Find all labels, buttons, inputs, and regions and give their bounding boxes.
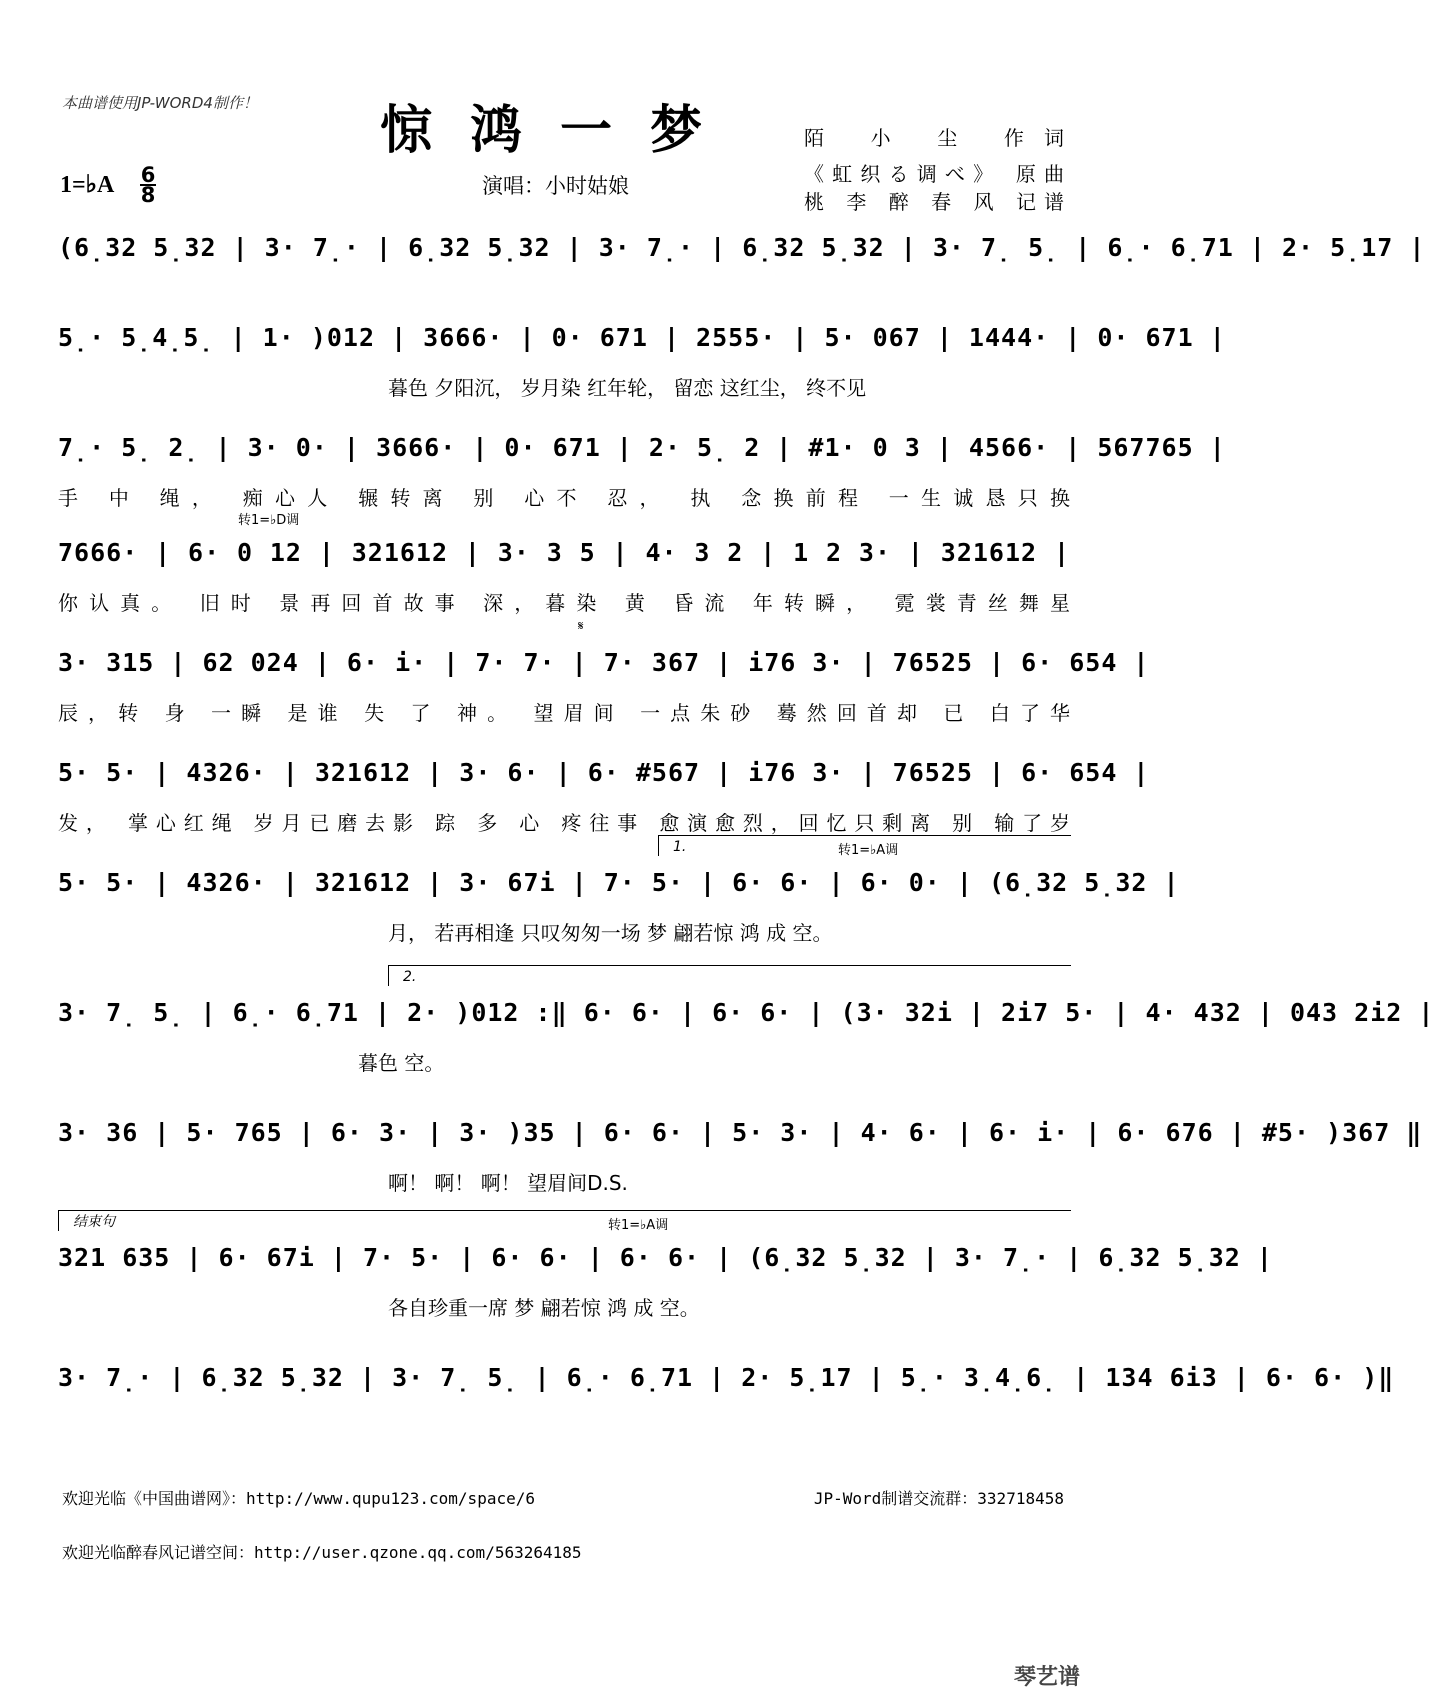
lyric-line: 暮色 空。 xyxy=(358,1051,445,1075)
notation-line: 7666· | 6· 0 12 | 321612 | 3· 3 5 | 4· 3 2 | 1 2 3· | 321612 | xyxy=(58,538,1070,567)
volta-label: 结束句 xyxy=(73,1214,115,1230)
modulation-note: 转1=♭A调 xyxy=(838,843,899,858)
lyric-line: 啊！ 啊！ 啊！ 望眉间D.S. xyxy=(388,1171,628,1195)
time-top: 6 xyxy=(140,163,156,187)
footer-site-link[interactable]: 欢迎光临《中国曲谱网》：http://www.qupu123.com/space/6 xyxy=(62,1489,535,1508)
volta-bracket xyxy=(388,965,1071,986)
volta-label: 2. xyxy=(403,969,417,985)
lyric-line: 手 中 绳， 痴心人 辗转离 别 心不 忍， 执 念换前程 一生诚恳只换 xyxy=(58,486,1070,510)
volta-label: 1. xyxy=(673,839,687,855)
lyric-line: 你认真。 旧时 景再回首故事 深，暮染 黄 昏流 年转瞬， 霓裳青丝舞星 xyxy=(58,591,1070,615)
lyric-line: 发， 掌心红绳 岁月已磨去影 踪 多 心 疼往事 愈演愈烈，回忆只剩离 别 输了岁 xyxy=(58,811,1070,835)
original-composer: 《虹织る调べ》 原曲 xyxy=(804,162,1064,186)
modulation-note: 转1=♭D调 xyxy=(238,513,300,528)
notation-line: 5̣· 5̣4̣5̣ | 1· )012 | 3666· | 0· 671 | 2555· | 5· 067 | 1444· | 0· 671 | xyxy=(58,323,1226,352)
notation-line: 5· 5· | 4326· | 321612 | 3· 6· | 6· #567 | i76 3· | 76525 | 6· 654 | xyxy=(58,758,1150,787)
footer-group: JP-Word制谱交流群：332718458 xyxy=(813,1489,1064,1508)
key-signature: 1=♭A xyxy=(60,172,115,198)
notation-line: (6̣32 5̣32 | 3· 7̣· | 6̣32 5̣32 | 3· 7̣· | 6̣32 5̣32 | 3· 7̣ 5̣ | 6̣· 6̣71 | 2· 5̣17 | xyxy=(58,233,1426,262)
software-credit: 本曲谱使用JP-WORD4制作！ xyxy=(62,94,258,112)
lyric-line: 辰，转 身 一瞬 是谁 失 了 神。 望眉间 一点朱砂 蓦然回首却 已 白了华 xyxy=(58,701,1070,725)
lyric-line: 各自珍重一席 梦 翩若惊 鸿 成 空。 xyxy=(388,1296,700,1320)
footer-qzone-link[interactable]: 欢迎光临醉春风记谱空间：http://user.qzone.qq.com/563264185 xyxy=(62,1543,582,1562)
volta-bracket xyxy=(58,1210,1071,1231)
lyric-line: 月， 若再相逢 只叹匆匆一场 梦 翩若惊 鸿 成 空。 xyxy=(388,921,833,945)
brand-logo: 琴艺谱 xyxy=(1013,1665,1080,1690)
notation-line: 3· 36 | 5· 765 | 6· 3· | 3· )35 | 6· 6· | 5· 3· | 4· 6· | 6· i· | 6· 676 | #5· )367 ‖ xyxy=(58,1118,1423,1147)
notation-line: 3· 7̣ 5̣ | 6̣· 6̣71 | 2· )012 :‖ 6· 6· | 6· 6· | (3· 32i | 2i7 5· | 4· 432 | 043 2i2 | xyxy=(58,998,1434,1027)
singer: 演唱：小时姑娘 xyxy=(482,174,629,198)
lyric-line: 暮色 夕阳沉， 岁月染 红年轮， 留恋 这红尘， 终不见 xyxy=(388,376,867,400)
notation-line: 3· 7̣· | 6̣32 5̣32 | 3· 7̣ 5̣ | 6̣· 6̣71 | 2· 5̣17 | 5̣· 3̣4̣6̣ | 134 6i3 | 6· 6· )‖ xyxy=(58,1363,1395,1392)
time-bottom: 8 xyxy=(140,183,156,207)
notation-line: 5· 5· | 4326· | 321612 | 3· 67i | 7· 5· | 6· 6· | 6· 0· | (6̣32 5̣32 | xyxy=(58,868,1180,897)
lyricist: 陌 小 尘 作词 xyxy=(804,126,1064,150)
notation-line: 321 635 | 6· 67i | 7· 5· | 6· 6· | 6· 6· | (6̣32 5̣32 | 3· 7̣· | 6̣32 5̣32 | xyxy=(58,1243,1273,1272)
time-signature xyxy=(140,163,156,207)
transcriber: 桃 李 醉 春 风 记谱 xyxy=(804,190,1064,214)
notation-line: 3· 315 | 62 024 | 6· i· | 7· 7· | 7· 367 | i76 3· | 76525 | 6· 654 | xyxy=(58,648,1150,677)
modulation-note: 𝄋 xyxy=(578,619,584,634)
modulation-note: 转1=♭A调 xyxy=(608,1218,669,1233)
song-title: 惊鸿一梦 xyxy=(379,100,740,161)
notation-line: 7̣· 5̣ 2̣ | 3· 0· | 3666· | 0· 671 | 2· 5̣ 2 | #1· 0 3 | 4566· | 567765 | xyxy=(58,433,1226,462)
